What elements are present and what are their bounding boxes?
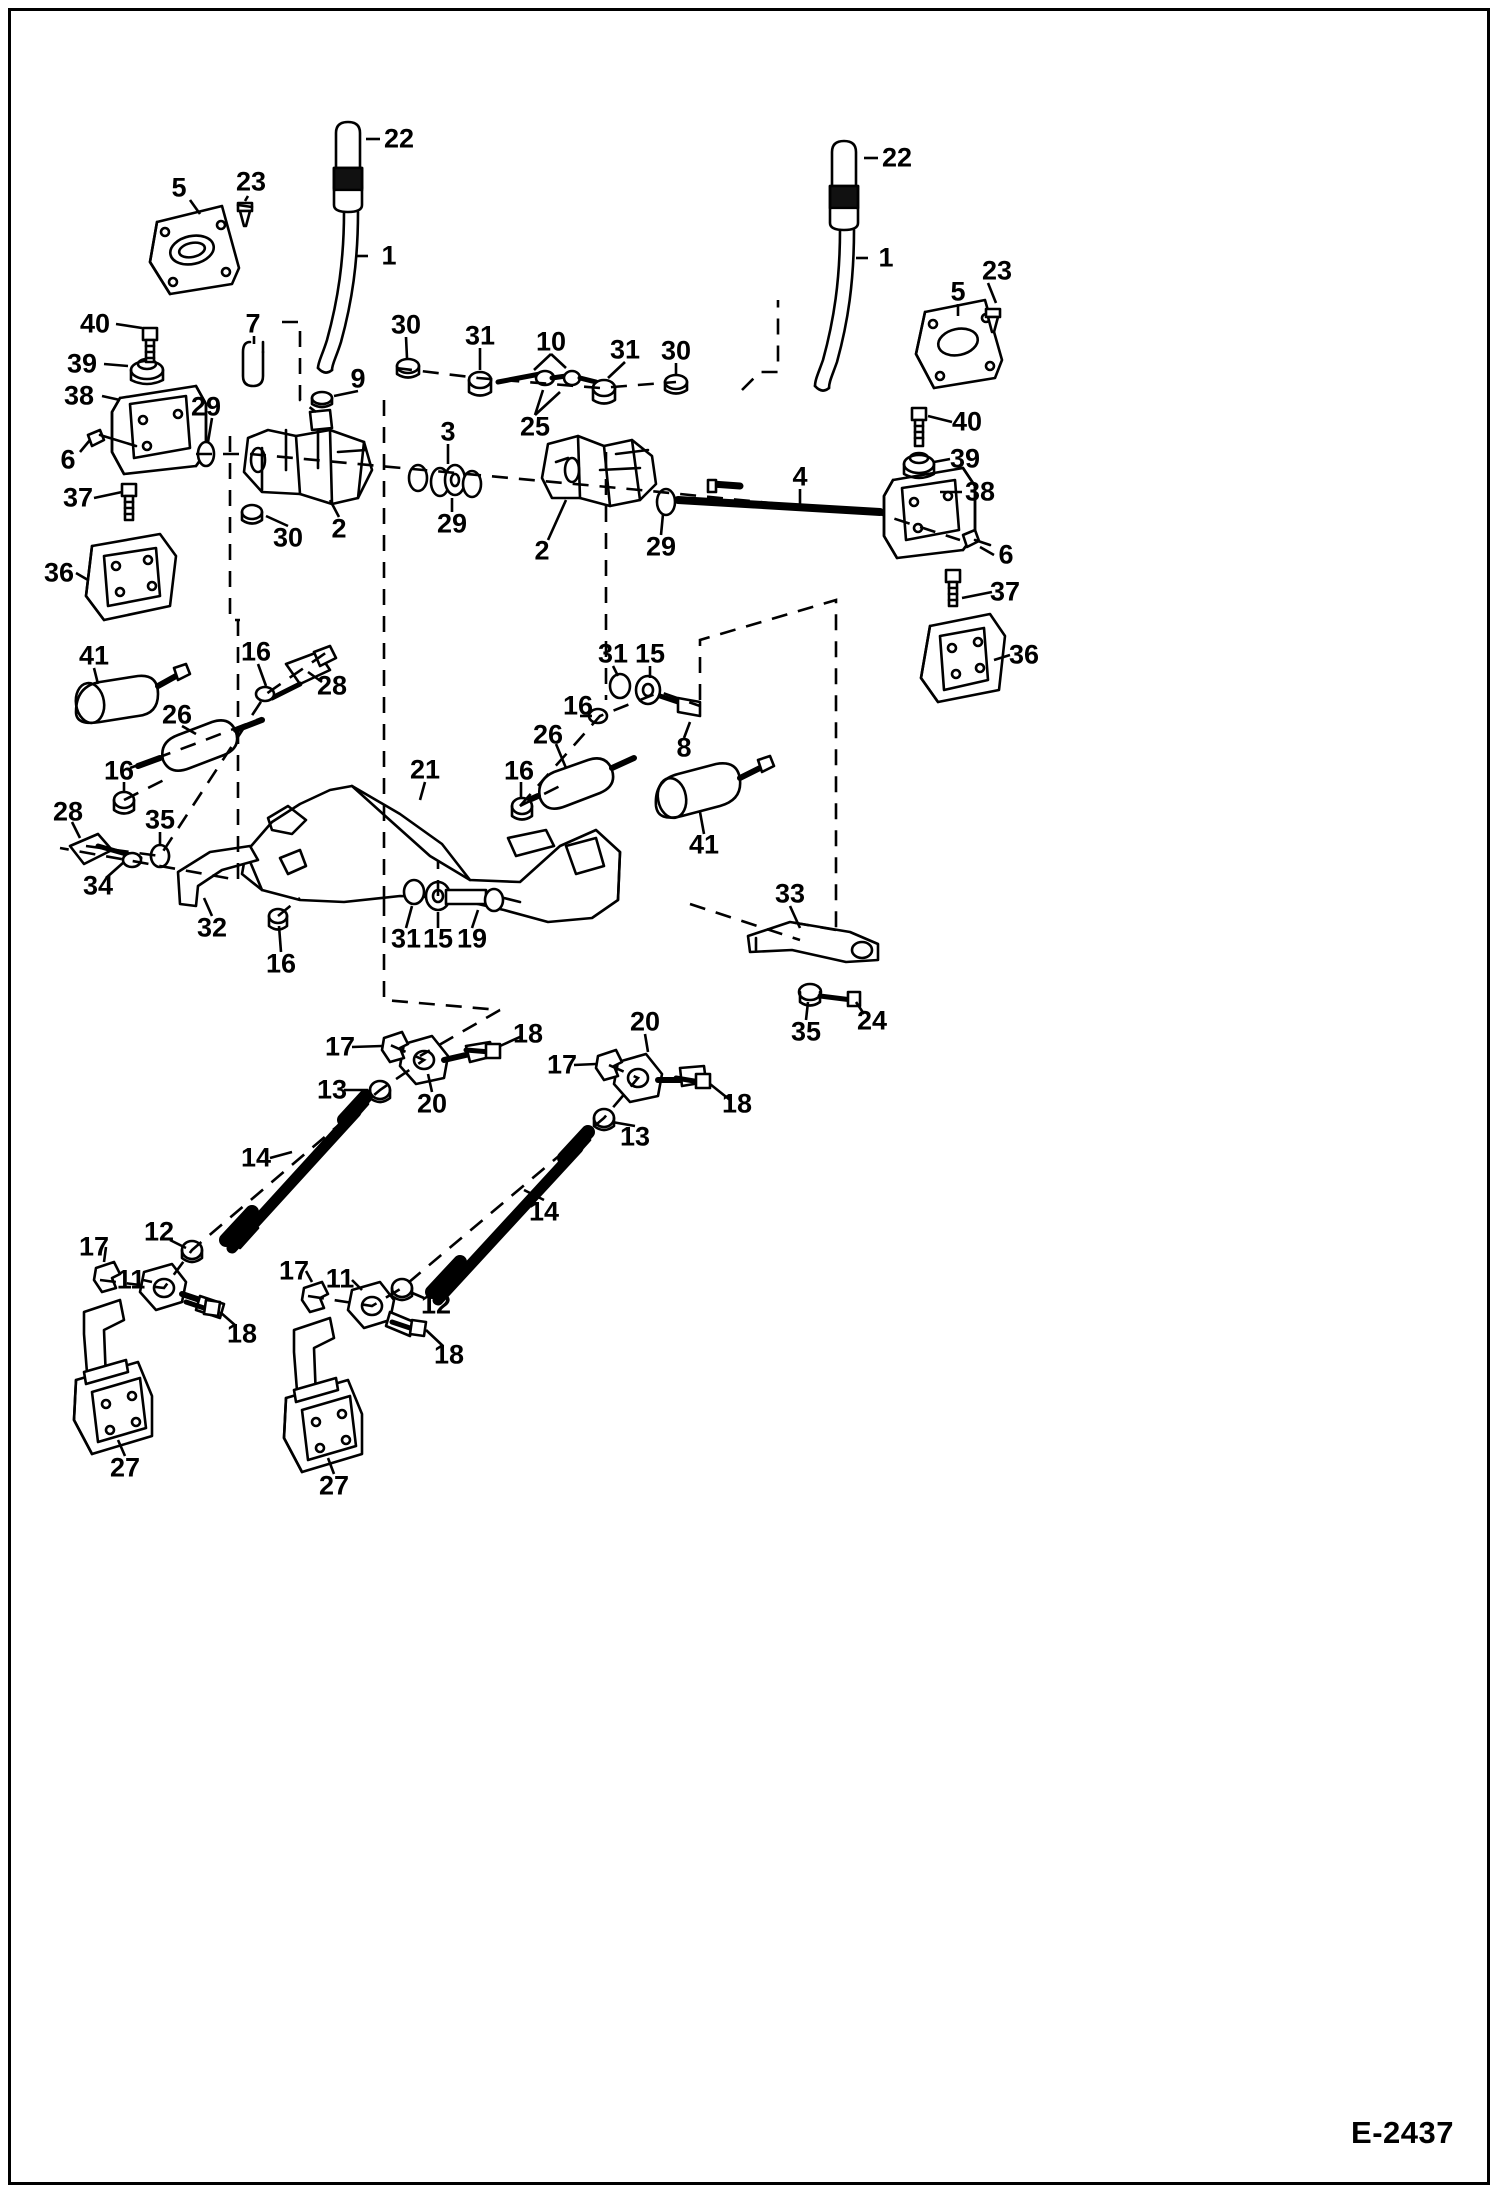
- right-bolt-37: [946, 570, 960, 606]
- figure-code: E-2437: [1351, 2115, 1454, 2150]
- callout-number: 12: [420, 1289, 452, 1320]
- callout-number: 13: [316, 1074, 348, 1105]
- callout-number: 29: [645, 531, 677, 562]
- callout-number: 27: [318, 1470, 350, 1501]
- callout-number: 13: [619, 1121, 651, 1152]
- callout-number: 11: [116, 1264, 146, 1295]
- callout-number: 40: [79, 308, 111, 339]
- callout-number: 38: [964, 476, 996, 507]
- callout-number: 31: [390, 923, 422, 954]
- callout-number: 35: [790, 1016, 822, 1047]
- callout-number: 20: [629, 1006, 661, 1037]
- callout-number: 31: [609, 334, 641, 365]
- right-bolt-40: [912, 408, 926, 446]
- callout-number: 39: [66, 348, 98, 379]
- callout-number: 35: [144, 804, 176, 835]
- callout-number: 18: [512, 1018, 544, 1049]
- right-bolt-6: [963, 530, 990, 547]
- callout-number: 18: [721, 1088, 753, 1119]
- callout-number: 10: [535, 326, 567, 357]
- callout-number: 14: [240, 1142, 272, 1173]
- pedal-27-right: [284, 1318, 362, 1472]
- callout-number: 41: [688, 829, 720, 860]
- callout-number: 30: [272, 522, 304, 553]
- callout-number: 12: [143, 1216, 175, 1247]
- callout-number: 27: [109, 1452, 141, 1483]
- right-lower-bracket-36: [921, 614, 1005, 702]
- left-upper-bracket-5: [150, 206, 239, 294]
- dash-nut16-plate: [278, 898, 300, 916]
- right-control-lever: [815, 141, 858, 391]
- callout-number: 40: [951, 406, 983, 437]
- callout-number: 16: [503, 755, 535, 786]
- callout-number: 39: [949, 443, 981, 474]
- callout-number: 6: [998, 539, 1014, 570]
- center-pivot-right-2: [542, 436, 656, 506]
- rod-14-right: [432, 1132, 590, 1300]
- callout-number: 21: [409, 754, 441, 785]
- callout-number: 16: [265, 948, 297, 979]
- callout-number: 8: [676, 732, 692, 763]
- callout-number: 19: [456, 923, 488, 954]
- callout-number: 3: [440, 416, 456, 447]
- callout-number: 37: [989, 576, 1021, 607]
- bolt-24: [799, 984, 860, 1006]
- clevis-20-left: [400, 1036, 494, 1084]
- callout-number: 18: [433, 1339, 465, 1370]
- callout-number: 28: [316, 670, 348, 701]
- callout-number: 41: [78, 640, 110, 671]
- left-lower-bracket-36: [86, 534, 176, 620]
- callout-number: 17: [278, 1255, 310, 1286]
- hardware-31-left: [469, 372, 491, 396]
- left-bolt-37: [122, 484, 136, 520]
- callout-number: 2: [534, 535, 550, 566]
- callout-number: 37: [62, 482, 94, 513]
- dash-right-lever-to-pivot: [742, 300, 778, 390]
- callout-number: 36: [43, 557, 75, 588]
- callout-number: 34: [82, 870, 114, 901]
- callout-number: 1: [381, 240, 397, 271]
- right-bracket-38: [884, 468, 975, 558]
- callout-number: 18: [226, 1318, 258, 1349]
- hook-7: [243, 342, 263, 386]
- hardware-10: [498, 371, 596, 385]
- callout-number: 5: [950, 276, 966, 307]
- left-bolt-40: [143, 328, 157, 362]
- pedal-27-left: [74, 1300, 152, 1454]
- callout-number: 32: [196, 912, 228, 943]
- left-screw-23: [238, 203, 252, 226]
- dash-to-left-bracket: [230, 436, 240, 620]
- callout-number: 14: [528, 1196, 560, 1227]
- callout-number: 16: [562, 690, 594, 721]
- callout-number: 22: [881, 142, 913, 173]
- callout-number: 17: [78, 1231, 110, 1262]
- callout-number: 1: [878, 242, 894, 273]
- callout-number: 4: [792, 461, 808, 492]
- callout-number: 36: [1008, 639, 1040, 670]
- callout-number: 38: [63, 380, 95, 411]
- callout-number: 5: [171, 172, 187, 203]
- callout-number: 31: [597, 638, 629, 669]
- callout-number: 26: [161, 699, 193, 730]
- damper-26-right: [520, 758, 634, 809]
- callout-number: 26: [532, 719, 564, 750]
- callout-number: 30: [390, 309, 422, 340]
- hardware-30-right: [665, 375, 687, 394]
- callout-number: 11: [325, 1263, 355, 1294]
- clevis-20-right: [614, 1054, 706, 1102]
- callout-number: 9: [350, 363, 366, 394]
- callout-number: 20: [416, 1088, 448, 1119]
- callout-number: 6: [60, 444, 76, 475]
- damper-41-right: [655, 756, 774, 820]
- callout-number: 7: [245, 308, 261, 339]
- callout-number: 16: [240, 636, 272, 667]
- callout-number: 33: [774, 878, 806, 909]
- callout-number: 31: [464, 320, 496, 351]
- callout-number: 16: [103, 755, 135, 786]
- callout-number: 29: [190, 391, 222, 422]
- callout-number: 15: [422, 923, 454, 954]
- callout-number: 24: [856, 1005, 888, 1036]
- callout-number: 23: [235, 166, 267, 197]
- hardware-30-lower-left: [242, 505, 262, 524]
- callout-number: 25: [519, 411, 551, 442]
- callout-number: 17: [324, 1031, 356, 1062]
- callout-number: 30: [660, 335, 692, 366]
- callout-number: 23: [981, 255, 1013, 286]
- callout-number: 2: [331, 513, 347, 544]
- left-control-lever: [318, 122, 362, 373]
- callout-number: 17: [546, 1049, 578, 1080]
- center-pivot-left-2: [244, 410, 372, 504]
- callout-number: 15: [634, 638, 666, 669]
- bracket-17-right-upper: [596, 1050, 622, 1080]
- callout-number: 22: [383, 123, 415, 154]
- washer-9: [312, 392, 332, 407]
- hardware-31-right: [593, 380, 615, 404]
- callout-number: 28: [52, 796, 84, 827]
- callout-number: 29: [436, 508, 468, 539]
- dash-vertical-center-2: [384, 900, 500, 1010]
